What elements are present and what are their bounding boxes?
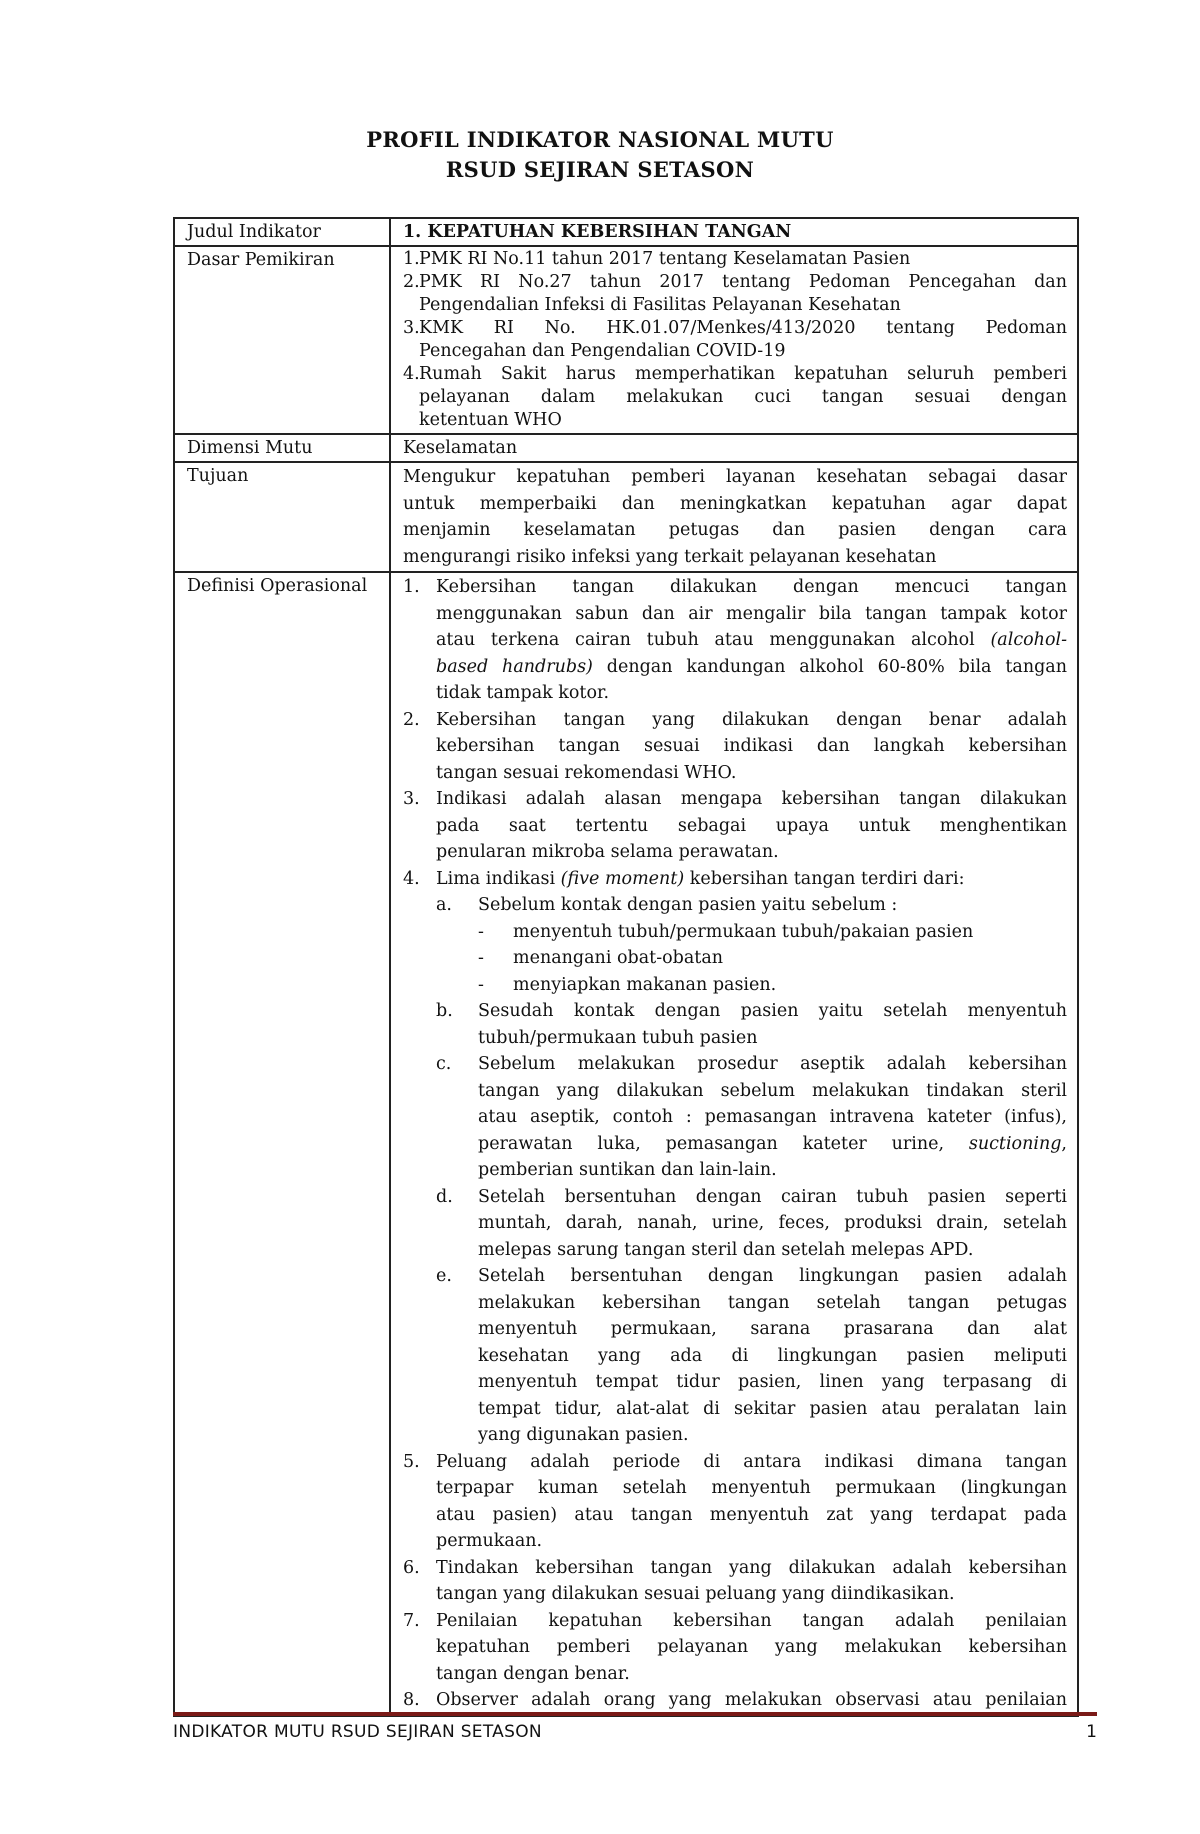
bullet-item — [478, 945, 1067, 972]
sub-letter: a. — [436, 895, 452, 915]
item-text: atau pasien) atau tangan menyentuh zat yang terdapat pada — [436, 1504, 1067, 1525]
text-line: Mengukur kepatuhan pemberi layanan kesehatan sebagai dasar — [403, 467, 1067, 487]
sub-text: perawatan luka, pemasangan kateter urine, suctioning, — [478, 1133, 1067, 1154]
item-text: Lima indikasi (five moment) kebersihan tangan terdiri dari: — [436, 868, 965, 889]
value-definisi — [390, 572, 1078, 1716]
text-line: untuk memperbaiki dan meningkatkan kepatuhan agar dapat — [403, 493, 1067, 514]
sub-letter: e. — [436, 1266, 452, 1286]
row-tujuan — [174, 462, 1078, 572]
item-text: Penilaian kepatuhan kebersihan tangan adalah penilaian — [436, 1610, 1067, 1631]
item-text: tangan dengan benar. — [436, 1663, 630, 1684]
sub-letter: b. — [436, 1001, 453, 1021]
item-text: atau terkena cairan tubuh atau menggunakan alcohol (alcohol- — [436, 630, 1067, 650]
sub-text: tubuh/permukaan tubuh pasien — [478, 1027, 758, 1048]
label-dimensi: Dimensi Mutu — [174, 434, 390, 462]
sub-item — [436, 1263, 1067, 1449]
text-line: menjamin keselamatan petugas dan pasien dengan cara — [403, 520, 1067, 540]
item-number: 2. — [403, 272, 420, 292]
list-item — [403, 786, 1067, 866]
page-subtitle: RSUD SEJIRAN SETASON — [445, 157, 755, 182]
item-text: terpapar kuman setelah menyentuh permukaan (lingkungan — [436, 1478, 1067, 1498]
item-text: Tindakan kebersihan tangan yang dilakukan adalah kebersihan — [436, 1557, 1067, 1578]
list-item — [403, 363, 1067, 432]
sub-text: melakukan kebersihan tangan setelah tangan petugas — [478, 1292, 1067, 1313]
list-item — [403, 574, 1067, 707]
value-dimensi: Keselamatan — [390, 434, 1078, 462]
list-item — [403, 271, 1067, 317]
sub-list — [436, 892, 1067, 1449]
item-text: Indikasi adalah alasan mengapa kebersihan tangan dilakukan — [436, 789, 1067, 809]
list-item — [403, 866, 1067, 893]
sub-text: Sebelum kontak dengan pasien yaitu sebelum : — [478, 895, 898, 915]
bullet-text: menyentuh tubuh/permukaan tubuh/pakaian pasien — [513, 921, 974, 942]
item-text: permukaan. — [436, 1531, 543, 1551]
item-number: 5. — [403, 1451, 420, 1472]
item-text: Pencegahan dan Pengendalian COVID-19 — [419, 341, 786, 361]
sub-text: Setelah bersentuhan dengan lingkungan pasien adalah — [478, 1266, 1067, 1286]
item-text: based handrubs) dengan kandungan alkohol 60-80% bila tangan — [436, 656, 1068, 677]
item-text: kepatuhan pemberi pelayanan yang melakukan kebersihan — [436, 1637, 1067, 1657]
item-text: tidak tampak kotor. — [436, 683, 610, 703]
footer-divider — [173, 1712, 1097, 1716]
label-judul: Judul Indikator — [174, 218, 390, 246]
item-text: PMK RI No.11 tahun 2017 tentang Keselamatan Pasien — [419, 249, 911, 269]
label-definisi: Definisi Operasional — [174, 572, 390, 1716]
sub-item — [436, 892, 1067, 919]
sub-text: muntah, darah, nanah, urine, feces, produksi drain, setelah — [478, 1213, 1067, 1233]
item-text: Rumah Sakit harus memperhatikan kepatuhan seluruh pemberi — [419, 364, 1067, 384]
item-number: 3. — [403, 318, 420, 338]
list-item — [403, 1449, 1067, 1555]
sub-text: menyentuh tempat tidur pasien, linen yang terpasang di — [478, 1372, 1067, 1392]
item-number: 8. — [403, 1690, 420, 1710]
sub-text: Sesudah kontak dengan pasien yaitu setelah menyentuh — [478, 1001, 1067, 1021]
item-text: Observer adalah orang yang melakukan observasi atau penilaian — [436, 1690, 1067, 1710]
item-text: pelayanan dalam melakukan cuci tangan sesuai dengan — [419, 387, 1067, 407]
sub-text: tempat tidur, alat-alat di sekitar pasien atau peralatan lain — [478, 1398, 1067, 1419]
row-judul — [174, 218, 1078, 246]
item-number: 2. — [403, 709, 420, 730]
item-text: Peluang adalah periode di antara indikasi dimana tangan — [436, 1451, 1067, 1472]
list-item — [403, 248, 1067, 271]
sub-letter: c. — [436, 1054, 452, 1074]
item-text: tangan yang dilakukan sesuai peluang yang diindikasikan. — [436, 1584, 955, 1604]
sub-text: yang digunakan pasien. — [478, 1425, 689, 1445]
list-item — [403, 317, 1067, 363]
sub-item — [436, 1051, 1067, 1184]
value-judul: 1. KEPATUHAN KEBERSIHAN TANGAN — [390, 218, 1078, 246]
indicator-profile-table — [173, 217, 1079, 1717]
row-definisi — [174, 572, 1078, 1716]
bullet-item — [478, 919, 1067, 946]
item-text: Kebersihan tangan yang dilakukan dengan benar adalah — [436, 709, 1067, 730]
text-line: mengurangi risiko infeksi yang terkait pelayanan kesehatan — [403, 546, 937, 567]
sub-text: menyentuh permukaan, sarana prasarana dan alat — [478, 1319, 1067, 1339]
item-text: Kebersihan tangan dilakukan dengan mencuci tangan — [436, 577, 1067, 597]
item-text: kebersihan tangan sesuai indikasi dan langkah kebersihan — [436, 736, 1067, 756]
list-item — [403, 1608, 1067, 1688]
bullet-item — [478, 972, 1067, 999]
label-tujuan: Tujuan — [174, 462, 390, 572]
item-text: PMK RI No.27 tahun 2017 tentang Pedoman Pencegahan dan — [419, 272, 1067, 292]
item-number: 1. — [403, 249, 420, 269]
item-number: 1. — [403, 577, 420, 597]
sub-text: Setelah bersentuhan dengan cairan tubuh pasien seperti — [478, 1186, 1067, 1207]
item-text: KMK RI No. HK.01.07/Menkes/413/2020 tentang Pedoman — [419, 318, 1067, 338]
sub-text: tangan yang dilakukan sebelum melakukan tindakan steril — [478, 1080, 1067, 1101]
bullet-dash: - — [478, 974, 484, 995]
bullet-text: menangani obat-obatan — [513, 948, 724, 968]
list-item — [403, 1555, 1067, 1608]
item-text: ketentuan WHO — [419, 410, 562, 430]
list-item — [403, 707, 1067, 787]
sub-text: atau aseptik, contoh : pemasangan intravena kateter (infus), — [478, 1107, 1067, 1127]
footer-title: INDIKATOR MUTU RSUD SEJIRAN SETASON — [173, 1722, 542, 1742]
sub-item — [436, 1184, 1067, 1264]
list-item — [403, 1687, 1067, 1714]
sub-text: Sebelum melakukan prosedur aseptik adalah kebersihan — [478, 1054, 1067, 1074]
page-title: PROFIL INDIKATOR NASIONAL MUTU — [366, 127, 834, 152]
row-dimensi — [174, 434, 1078, 462]
item-text: tangan sesuai rekomendasi WHO. — [436, 762, 737, 783]
item-number: 4. — [403, 364, 420, 384]
row-dasar — [174, 246, 1078, 434]
sub-text: kesehatan yang ada di lingkungan pasien meliputi — [478, 1345, 1067, 1366]
item-text: Pengendalian Infeksi di Fasilitas Pelayanan Kesehatan — [419, 295, 901, 315]
item-number: 7. — [403, 1610, 420, 1631]
sub-item — [436, 998, 1067, 1051]
item-number: 4. — [403, 868, 420, 889]
page-number: 1 — [1086, 1722, 1097, 1742]
item-text: menggunakan sabun dan air mengalir bila tangan tampak kotor — [436, 603, 1067, 624]
sub-text: pemberian suntikan dan lain-lain. — [478, 1160, 777, 1180]
item-number: 6. — [403, 1557, 420, 1578]
item-text: penularan mikroba selama perawatan. — [436, 842, 779, 862]
value-tujuan — [390, 462, 1078, 572]
label-dasar: Dasar Pemikiran — [174, 246, 390, 434]
value-dasar — [390, 246, 1078, 434]
sub-text: melepas sarung tangan steril dan setelah melepas APD. — [478, 1239, 974, 1260]
sub-letter: d. — [436, 1186, 453, 1207]
bullet-dash: - — [478, 948, 484, 968]
item-number: 3. — [403, 789, 420, 809]
bullet-text: menyiapkan makanan pasien. — [513, 974, 777, 995]
item-text: pada saat tertentu sebagai upaya untuk menghentikan — [436, 815, 1067, 836]
bullet-dash: - — [478, 921, 484, 942]
